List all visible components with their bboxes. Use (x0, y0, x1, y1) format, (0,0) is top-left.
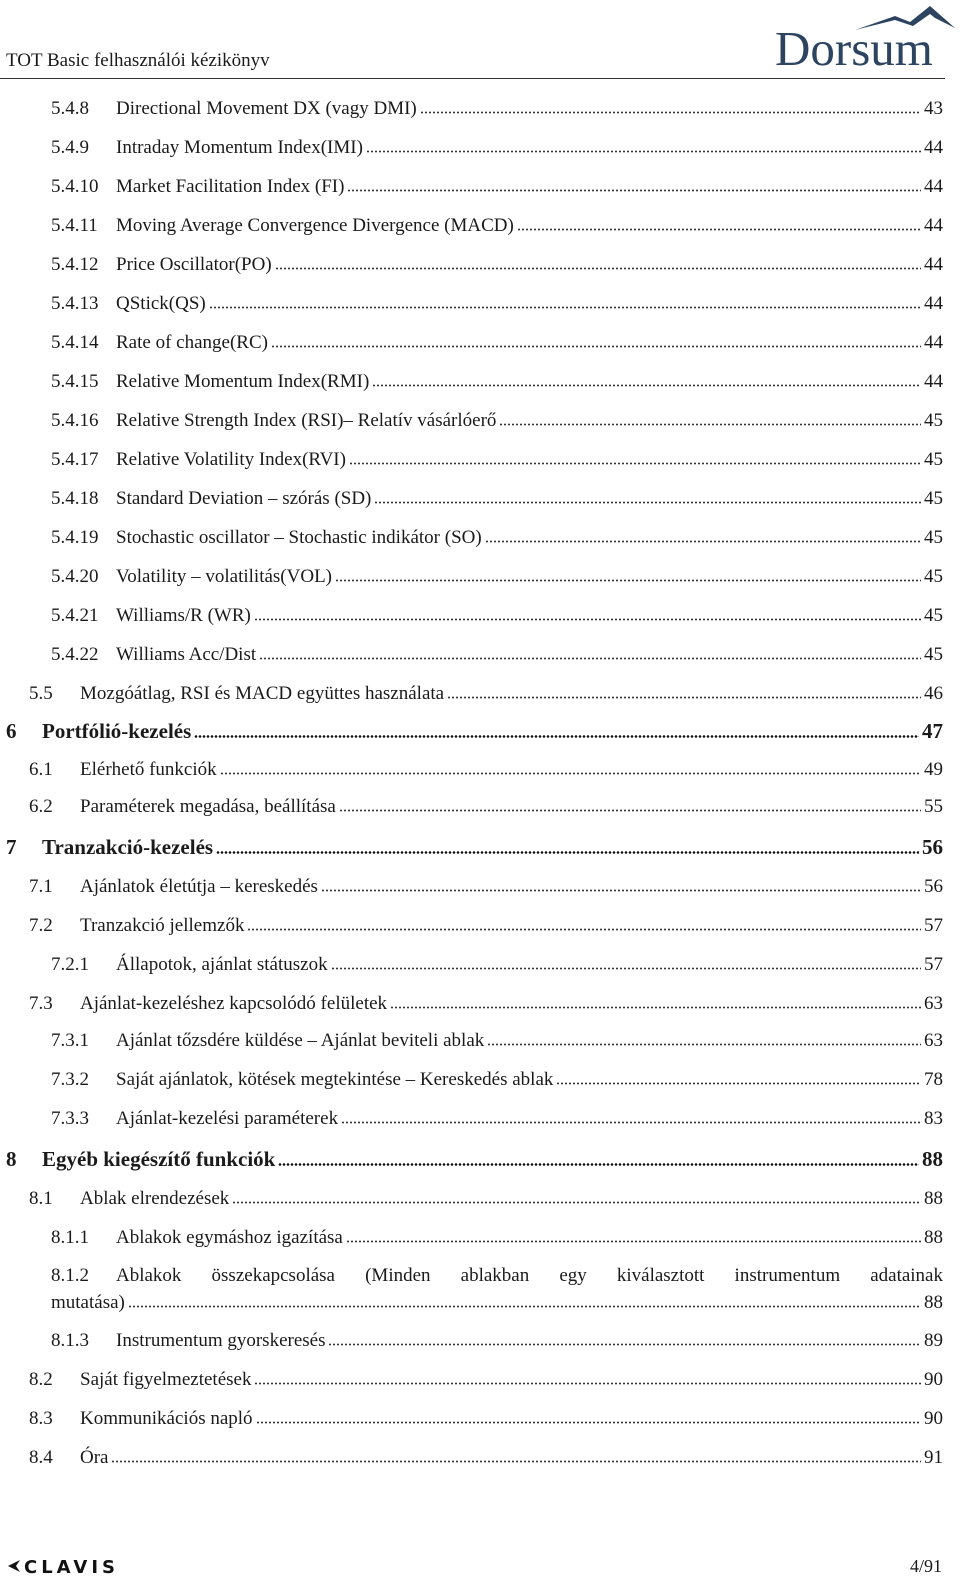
dot-leader (278, 1152, 919, 1166)
clavis-logo (6, 1556, 146, 1576)
toc-title: Williams/R (WR) (116, 605, 251, 626)
toc-title: Standard Deviation – szórás (SD) (116, 488, 372, 509)
toc-number: 7.3 (29, 993, 53, 1014)
dot-leader (341, 1110, 921, 1124)
toc-number: 5.4.12 (51, 254, 99, 275)
dot-leader (346, 1229, 921, 1243)
toc-page: 90 (924, 1408, 943, 1429)
toc-number: 5.4.22 (51, 644, 99, 665)
toc-title: Egyéb kiegészítő funkciók (42, 1147, 276, 1171)
toc-entry[interactable] (51, 527, 943, 549)
dot-leader (321, 878, 921, 892)
toc-entry[interactable] (51, 1227, 943, 1249)
toc-number: 5.4.11 (51, 215, 98, 236)
toc-entry[interactable] (29, 1369, 943, 1391)
toc-title-continuation: mutatása) (51, 1292, 125, 1313)
toc-entry[interactable] (29, 915, 943, 937)
dot-leader (256, 1410, 921, 1424)
toc-number: 8.2 (29, 1369, 53, 1390)
dot-leader (420, 100, 921, 114)
page-header (0, 0, 960, 80)
dot-leader (331, 956, 921, 970)
toc-page: 43 (924, 98, 943, 119)
toc-entry[interactable] (29, 876, 943, 898)
toc-entry[interactable] (51, 98, 943, 120)
toc-entry[interactable] (29, 759, 943, 781)
toc-title: Kommunikációs napló (80, 1408, 253, 1429)
toc-title: Moving Average Convergence Divergence (MACD) (116, 215, 514, 236)
toc-title: Ajánlat-kezeléshez kapcsolódó felületek (80, 993, 388, 1014)
page-footer (0, 1540, 960, 1589)
toc-entry[interactable] (51, 293, 943, 315)
toc-title: Intraday Momentum Index(IMI) (116, 137, 363, 158)
toc-number: 7 (6, 835, 17, 859)
toc-number: 8.3 (29, 1408, 53, 1429)
toc-title: Ajánlat tőzsdére küldése – Ajánlat beviteli ablak (116, 1030, 485, 1051)
dot-leader (366, 139, 921, 153)
dot-leader (556, 1071, 921, 1085)
dot-leader (216, 840, 919, 854)
toc-page: 45 (924, 488, 943, 509)
toc-number: 7.3.1 (51, 1030, 89, 1051)
dot-leader (335, 568, 921, 582)
toc-page: 56 (922, 835, 943, 859)
toc-number: 8.1 (29, 1188, 53, 1209)
toc-title: Portfólió-kezelés (42, 719, 192, 743)
toc-entry[interactable] (51, 254, 943, 276)
toc-number: 8.4 (29, 1447, 53, 1468)
toc-title: Relative Volatility Index(RVI) (116, 449, 346, 470)
toc-title: Óra (80, 1447, 109, 1468)
dot-leader (275, 256, 921, 270)
toc-title: Relative Strength Index (RSI)– Relatív vásárlóerő (116, 410, 497, 431)
dot-leader (374, 490, 921, 504)
toc-entry[interactable] (51, 605, 943, 627)
toc-number: 8.1.2 (51, 1265, 89, 1286)
toc-title: Rate of change(RC) (116, 332, 268, 353)
toc-number: 8.1.3 (51, 1330, 89, 1351)
toc-entry[interactable] (29, 1447, 943, 1469)
dot-leader (517, 217, 921, 231)
toc-entry[interactable] (51, 566, 943, 588)
toc-page: 44 (924, 254, 943, 275)
toc-title: Saját ajánlatok, kötések megtekintése – Kereskedés ablak (116, 1069, 554, 1090)
toc-number: 5.4.13 (51, 293, 99, 314)
toc-page: 88 (922, 1147, 943, 1171)
toc-title: Directional Movement DX (vagy DMI) (116, 98, 417, 119)
dorsum-logo-text: Dorsum (775, 21, 933, 76)
toc-title: Mozgóátlag, RSI és MACD együttes használata (80, 683, 445, 704)
toc-entry[interactable] (51, 644, 943, 666)
toc-number: 5.4.14 (51, 332, 99, 353)
toc-title: Ablak elrendezések (80, 1188, 230, 1209)
clavis-logo-text: CLAVIS (24, 1557, 119, 1576)
toc-title: QStick(QS) (116, 293, 206, 314)
toc-number: 7.3.2 (51, 1069, 89, 1090)
dot-leader (499, 412, 921, 426)
dot-leader (220, 761, 921, 775)
toc-title: Market Facilitation Index (FI) (116, 176, 345, 197)
dot-leader (347, 178, 921, 192)
toc-entry-first-line[interactable] (51, 1265, 943, 1287)
toc-page: 44 (924, 371, 943, 392)
toc-entry[interactable] (51, 410, 943, 432)
toc-page: 45 (924, 644, 943, 665)
dot-leader (128, 1294, 921, 1308)
toc-chapter[interactable] (6, 836, 943, 858)
toc-number: 6.2 (29, 796, 53, 817)
toc-page: 44 (924, 293, 943, 314)
toc-page: 44 (924, 176, 943, 197)
dot-leader (485, 529, 921, 543)
toc-title: Elérhető funkciók (80, 759, 217, 780)
toc-page: 45 (924, 527, 943, 548)
toc-page: 49 (924, 759, 943, 780)
toc-entry[interactable] (51, 1108, 943, 1130)
toc-number: 5.4.15 (51, 371, 99, 392)
toc-title: Tranzakció jellemzők (80, 915, 245, 936)
toc-entry[interactable] (51, 1330, 943, 1352)
dot-leader (487, 1032, 921, 1046)
toc-number: 7.1 (29, 876, 53, 897)
toc-title: Williams Acc/Dist (116, 644, 257, 665)
toc-title: Állapotok, ajánlat státuszok (116, 954, 328, 975)
toc-page: 45 (924, 449, 943, 470)
toc-entry[interactable] (29, 1408, 943, 1430)
toc-number: 5.4.21 (51, 605, 99, 626)
toc-page: 55 (924, 796, 943, 817)
dorsum-logo (775, 2, 955, 76)
toc-entry[interactable] (29, 796, 943, 818)
toc-number: 6 (6, 719, 17, 743)
toc-page: 83 (924, 1108, 943, 1129)
toc-page: 57 (924, 915, 943, 936)
toc-title: Volatility – volatilitás(VOL) (116, 566, 333, 587)
toc-title: Paraméterek megadása, beállítása (80, 796, 336, 817)
toc-number: 7.2 (29, 915, 53, 936)
toc-page: 45 (924, 605, 943, 626)
toc-page: 44 (924, 137, 943, 158)
toc-number: 5.4.19 (51, 527, 99, 548)
toc-page: 46 (924, 683, 943, 704)
toc-page: 44 (924, 332, 943, 353)
toc-page: 57 (924, 954, 943, 975)
toc-entry[interactable] (51, 215, 943, 237)
dot-leader (247, 917, 921, 931)
toc-page: 90 (924, 1369, 943, 1390)
toc-page: 91 (924, 1447, 943, 1468)
toc-number: 5.4.17 (51, 449, 99, 470)
toc-page: 63 (924, 993, 943, 1014)
toc-entry[interactable] (51, 488, 943, 510)
toc-number: 5.4.10 (51, 176, 99, 197)
dot-leader (390, 995, 921, 1009)
dot-leader (372, 373, 921, 387)
dot-leader (447, 685, 921, 699)
toc-number: 5.5 (29, 683, 53, 704)
toc-page: 56 (924, 876, 943, 897)
toc-number: 5.4.18 (51, 488, 99, 509)
toc-page: 88 (924, 1227, 943, 1248)
toc-title: Ajánlatok életútja – kereskedés (80, 876, 318, 897)
toc-number: 7.3.3 (51, 1108, 89, 1129)
toc-entry[interactable] (29, 683, 943, 705)
toc-number: 5.4.16 (51, 410, 99, 431)
toc-entry[interactable] (29, 993, 943, 1015)
toc-entry[interactable] (51, 449, 943, 471)
dot-leader (339, 798, 921, 812)
dot-leader (254, 1371, 921, 1385)
dot-leader (194, 724, 919, 738)
toc-title: Saját figyelmeztetések (80, 1369, 252, 1390)
toc-page: 44 (924, 215, 943, 236)
toc-number: 8 (6, 1147, 17, 1171)
toc-entry[interactable] (29, 1188, 943, 1210)
toc-title: Stochastic oscillator – Stochastic indikátor (SO) (116, 527, 482, 548)
toc-title: Ablakok egymáshoz igazítása (116, 1227, 343, 1248)
toc-number: 7.2.1 (51, 954, 89, 975)
dot-leader (328, 1332, 921, 1346)
dot-leader (254, 607, 921, 621)
toc-entry-continuation[interactable] (51, 1292, 943, 1314)
toc-page: 88 (924, 1292, 943, 1313)
toc-title: Ablakok összekapcsolása (Minden ablakban egy kiválasztott instrumentum adatainak (116, 1265, 943, 1286)
toc-number: 6.1 (29, 759, 53, 780)
toc-entry[interactable] (51, 1030, 943, 1052)
toc-chapter[interactable] (6, 720, 943, 742)
toc-title: Price Oscillator(PO) (116, 254, 272, 275)
toc-page: 63 (924, 1030, 943, 1051)
toc-title: Tranzakció-kezelés (42, 835, 214, 859)
toc-number: 5.4.20 (51, 566, 99, 587)
header-divider (0, 78, 945, 79)
toc-page: 45 (924, 566, 943, 587)
toc-entry[interactable] (51, 954, 943, 976)
page-number: 4/91 (909, 1556, 942, 1576)
toc-entry[interactable] (51, 371, 943, 393)
toc-title: Relative Momentum Index(RMI) (116, 371, 370, 392)
dot-leader (111, 1449, 921, 1463)
toc-entry[interactable] (51, 137, 943, 159)
toc-number: 5.4.8 (51, 98, 89, 119)
toc-number: 5.4.9 (51, 137, 89, 158)
dot-leader (349, 451, 921, 465)
toc-number: 8.1.1 (51, 1227, 89, 1248)
toc-page: 45 (924, 410, 943, 431)
toc-page: 47 (922, 719, 943, 743)
dot-leader (232, 1190, 921, 1204)
dot-leader (209, 295, 921, 309)
toc-entry[interactable] (51, 176, 943, 198)
toc-page: 88 (924, 1188, 943, 1209)
dot-leader (259, 646, 921, 660)
toc-entry[interactable] (51, 1069, 943, 1091)
toc-chapter[interactable] (6, 1148, 943, 1170)
toc-title: Ajánlat-kezelési paraméterek (116, 1108, 339, 1129)
toc-entry[interactable] (51, 332, 943, 354)
dot-leader (271, 334, 921, 348)
document-title: TOT Basic felhasználói kézikönyv (6, 50, 270, 71)
toc-title: Instrumentum gyorskeresés (116, 1330, 326, 1351)
toc-page: 78 (924, 1069, 943, 1090)
toc-page: 89 (924, 1330, 943, 1351)
